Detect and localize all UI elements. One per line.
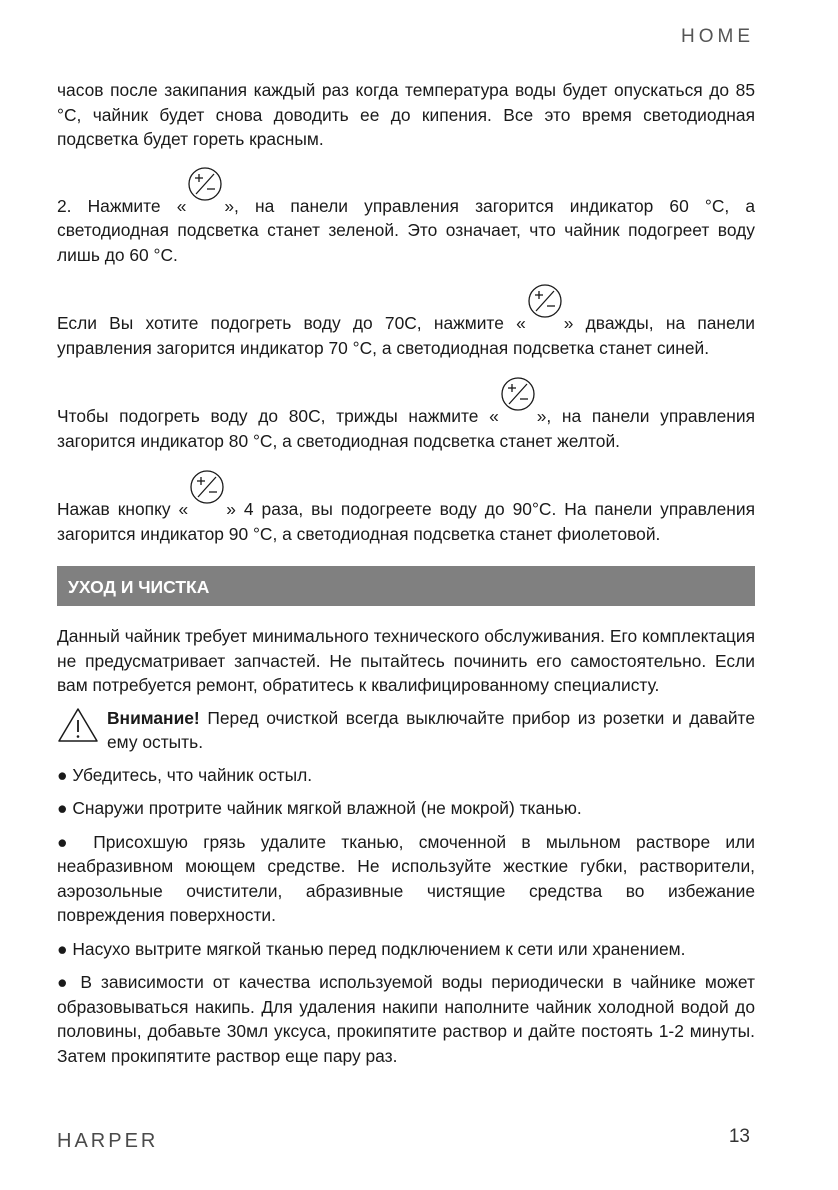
list-item: ● Снаружи протрите чайник мягкой влажной (не мокрой) тканью. bbox=[57, 798, 582, 818]
care-intro: Данный чайник требует минимального технического обслуживания. Его комплектация не предусматривает запчастей. Не пытайтесь починить его самостоятельно. Если вам потребуется ремонт, обратитесь к квалифицированному специалисту. bbox=[57, 626, 755, 695]
plus-minus-button-icon bbox=[527, 283, 563, 319]
paragraph-90 bbox=[57, 479, 755, 546]
paragraph-boil-keep: часов после закипания каждый раз когда температура воды будет опускаться до 85 °С, чайник будет снова доводить ее до кипения. Все это время светодиодная подсветка будет гореть красным. bbox=[57, 80, 755, 149]
paragraph-70-end: » дважды, на панели управления загорится индикатор 70 °С, а светодиодная подсветка станет синей. bbox=[57, 313, 755, 358]
warning-note bbox=[57, 706, 755, 755]
list-item: ● Присохшую грязь удалите тканью, смоченной в мыльном растворе или неабразивном моющем средстве. Не используйте жесткие губки, растворители, аэрозольные очистители, абразивные чистящие средства во избежание повреждения поверхности. bbox=[57, 831, 755, 925]
plus-minus-button-icon bbox=[500, 376, 536, 412]
page-content bbox=[57, 78, 755, 1077]
list-item: ● В зависимости от качества используемой воды периодически в чайнике может образовываться накипь. Для удаления накипи наполните чайник холодной водой до половины, добавьте 30мл уксуса, прокипятите раствор и дайте постоять 1-2 минуты. Затем прокипятите раствор еще пару раз. bbox=[57, 972, 755, 1066]
paragraph-80-end: », на панели управления загорится индикатор 80 °С, а светодиодная подсветка станет желтой. bbox=[57, 406, 755, 451]
plus-minus-button-icon bbox=[189, 469, 225, 505]
paragraph-80-start: Чтобы подогреть воду до 80С, трижды нажмите « bbox=[57, 406, 499, 426]
section-heading-care: УХОД И ЧИСТКА bbox=[57, 566, 755, 606]
warning-triangle-icon bbox=[57, 707, 99, 743]
paragraph-60 bbox=[57, 176, 755, 268]
paragraph-60-start: 2. Нажмите « bbox=[57, 195, 187, 216]
home-brand-logo: HOME bbox=[681, 26, 754, 47]
paragraph-90-start: Нажав кнопку « bbox=[57, 499, 189, 519]
paragraph-60-end: », на панели управления загорится индикатор 60 °С, а светодиодная подсветка станет зеленой. Это означает, что чайник подогреет воду лишь до 60 °С. bbox=[57, 195, 755, 265]
paragraph-90-end: » 4 раза, вы подогреете воду до 90°С. На панели управления загорится индикатор 90 °С, а светодиодная подсветка станет фиолетовой. bbox=[57, 499, 755, 544]
list-item: ● Насухо вытрите мягкой тканью перед подключением к сети или хранением. bbox=[57, 938, 686, 959]
harper-brand-logo: HARPER bbox=[57, 1130, 159, 1152]
plus-minus-button-icon bbox=[187, 166, 223, 202]
list-item: ● Убедитесь, что чайник остыл. bbox=[57, 764, 313, 785]
paragraph-70-start: Если Вы хотите подогреть воду до 70С, нажмите « bbox=[57, 313, 526, 333]
paragraph-80 bbox=[57, 386, 755, 453]
page-number: 13 bbox=[728, 1126, 750, 1147]
warning-label: Внимание! bbox=[107, 707, 200, 728]
paragraph-70 bbox=[57, 293, 755, 360]
warning-text: Перед очисткой всегда выключайте прибор из розетки и давайте ему остыть. bbox=[107, 707, 755, 752]
